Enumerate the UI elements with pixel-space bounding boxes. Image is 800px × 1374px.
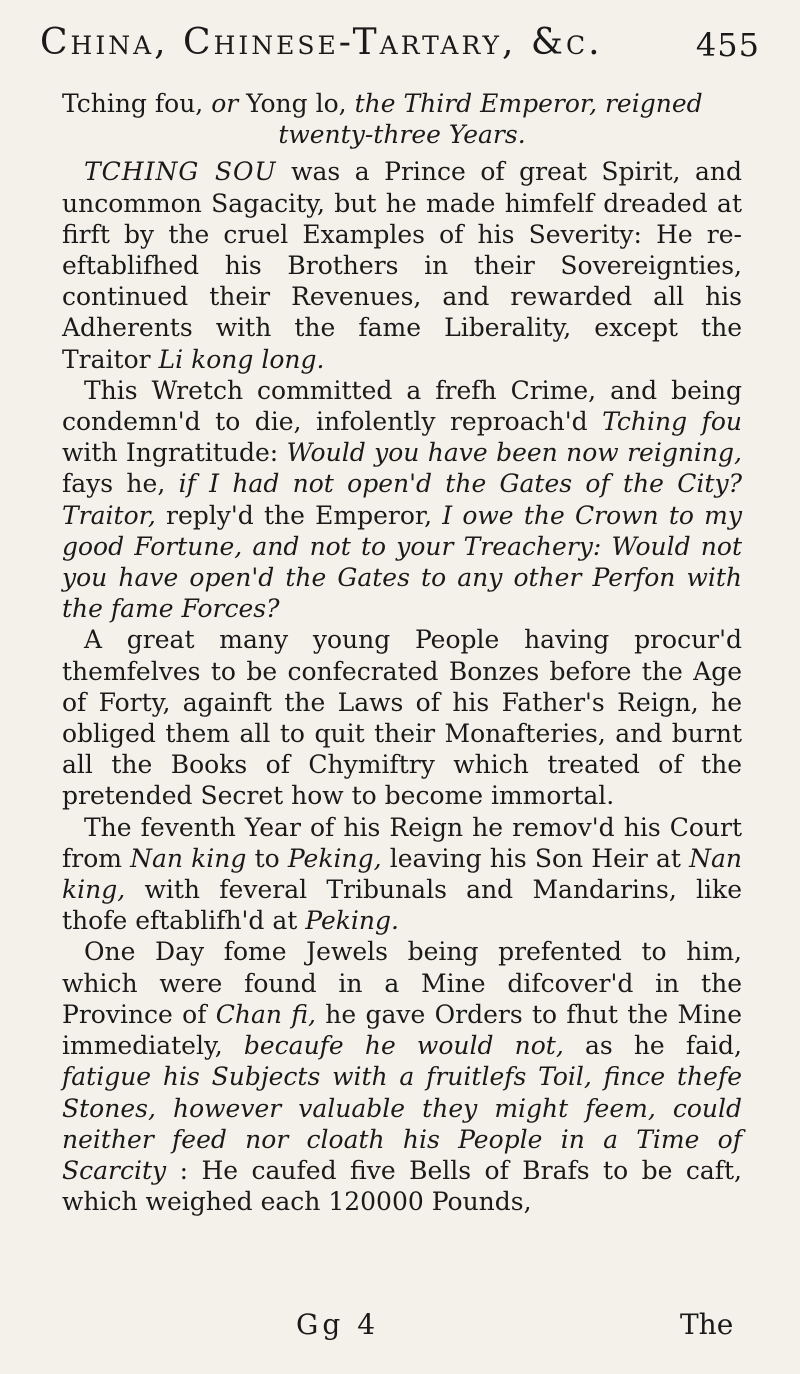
paragraph-5: One Day fome Jewels being prefented to him, which were found in a Mine difcover'd in the Province of Chan fi, he gave Orders to fhut the Mine immediately, becaufe he would not, as he faid, fatigue his Subjects with a fruitlefs Toil, fince thefe Stones, however valuable they might feem, could neither feed nor cloath his People in a Time of Scarcity : He caufed five Bells of Brafs to be caft, which weighed each 120000 Pounds, bbox=[62, 937, 743, 1217]
paragraph-2: This Wretch committed a frefh Crime, and being condemn'd to die, infolently reproach'd Tching fou with Ingratitude: Would you have been now reigning, fays he, if I had not open'd the Gates of the City? Traitor, reply'd the Emperor, I owe the Crown to my good Fortune, and not to your Treachery: Would not you have open'd the Gates to any other Perfon with the fame Forces? bbox=[62, 375, 742, 624]
paragraph-3: A great many young People having procur'd themfelves to be confecrated Bonzes before the Age of Forty, againft the Laws of his Father's Reign, he obliged them all to quit their Monafteries, and burnt all the Books of Chymiftry which treated of the pretended Secret how to become immortal. bbox=[62, 625, 742, 811]
running-head bbox=[40, 22, 760, 72]
page-number: 455 bbox=[695, 26, 760, 64]
page-footer bbox=[0, 1308, 800, 1348]
paragraph-4: The feventh Year of his Reign he remov'd his Court from Nan king to Peking, leaving his Son Heir at Nan king, with feveral Tribunals and Mandarins, like thofe eftablifh'd at Peking. bbox=[62, 812, 742, 936]
running-title: China, Chinese-Tartary, &c. bbox=[40, 22, 603, 63]
chapter-heading bbox=[62, 88, 742, 119]
heading-name-2: Yong lo, bbox=[246, 89, 347, 118]
heading-italic: the Third Emperor, reigned bbox=[354, 89, 703, 118]
heading-or: or bbox=[211, 89, 239, 118]
signature-mark: Gg 4 bbox=[296, 1308, 380, 1341]
heading-name: Tching fou, bbox=[62, 89, 204, 118]
body-text bbox=[62, 88, 742, 1217]
chapter-heading-continued: twenty-three Years. bbox=[278, 120, 526, 150]
paragraph-1: TCHING SOU was a Prince of great Spirit, and uncommon Sagacity, but he made himfelf dreaded at firft by the cruel Examples of his Severity: He re-eftablifhed his Brothers in their Sovereignties, continued their Revenues, and rewarded all his Adherents with the fame Liberality, except the Traitor Li kong long. bbox=[62, 157, 742, 374]
catchword: The bbox=[680, 1308, 734, 1341]
paragraph-lead: TCHING SOU bbox=[84, 157, 277, 187]
traitor-name: Li kong long. bbox=[158, 344, 325, 374]
